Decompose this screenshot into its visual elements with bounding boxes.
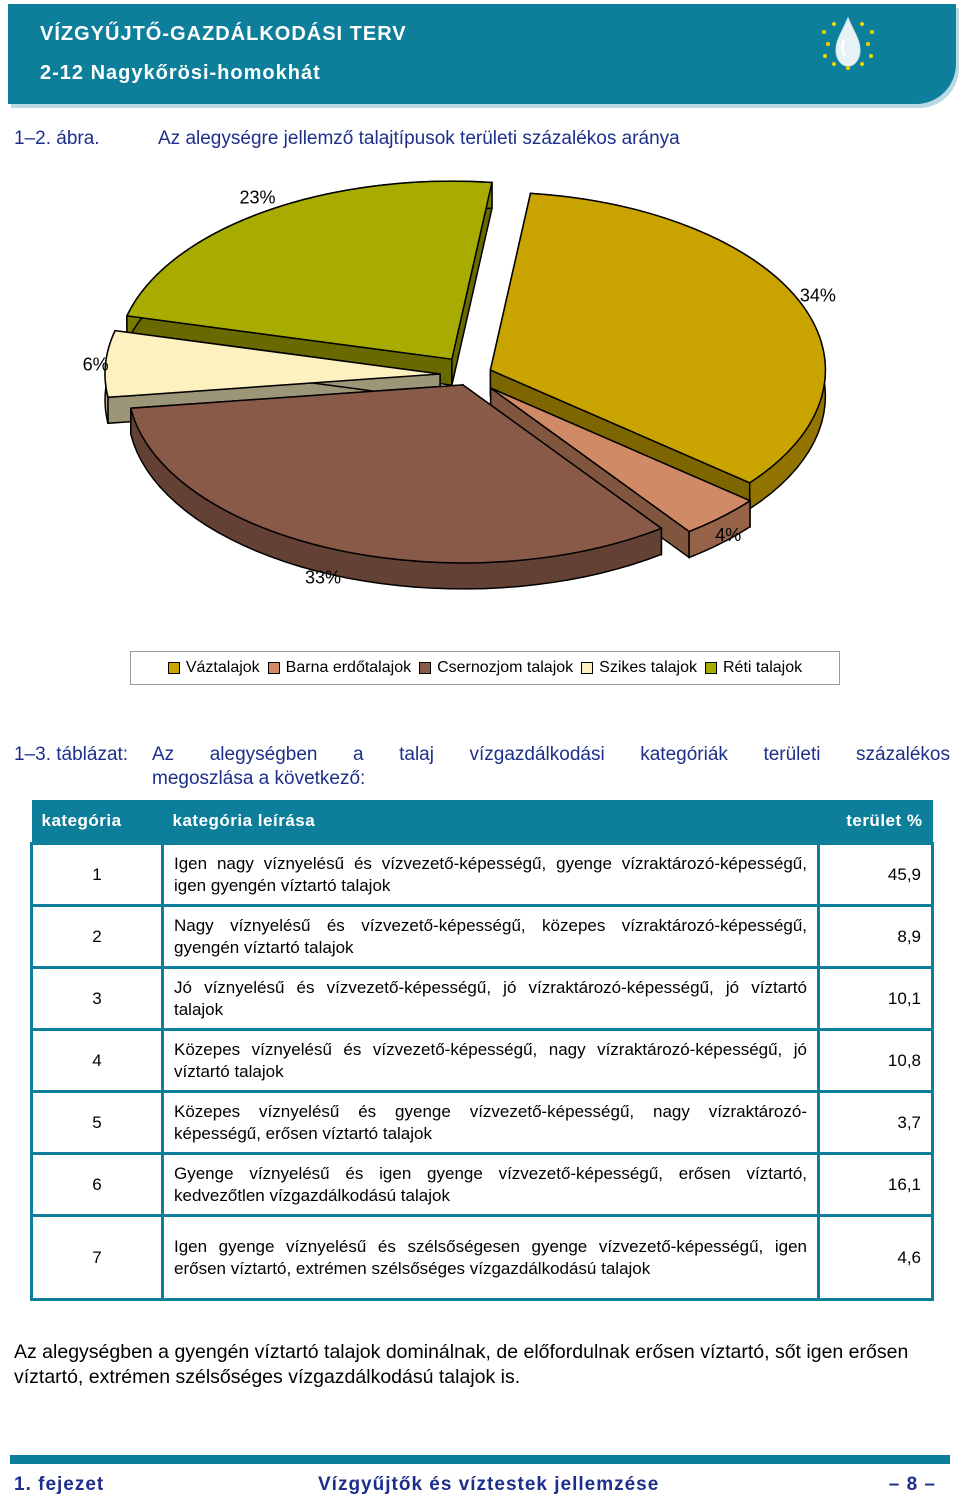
table-row — [32, 1154, 933, 1216]
pie-data-label: 23% — [239, 187, 276, 208]
figure-label: 1–2. ábra. — [14, 128, 100, 149]
pie-data-label: 34% — [799, 285, 836, 306]
row-area: 10,8 — [819, 1030, 933, 1092]
header-area: terület % — [819, 800, 933, 844]
row-description: Nagy víznyelésű és vízvezető-képességű, közepes vízraktározó-képességű, gyengén víztartó talajok — [163, 906, 819, 968]
legend-label: Réti talajok — [722, 659, 803, 676]
legend-swatch — [168, 662, 180, 674]
soil-category-table — [30, 800, 934, 1301]
legend-swatch — [581, 662, 593, 674]
legend-label: Csernozjom talajok — [437, 659, 574, 676]
row-category: 1 — [32, 844, 163, 906]
legend-label: Szikes talajok — [599, 659, 697, 676]
footer-divider — [10, 1455, 950, 1464]
table-header-row — [32, 800, 933, 844]
legend-item — [168, 659, 260, 677]
row-area: 4,6 — [819, 1216, 933, 1300]
footer-chapter-title: Vízgyűjtők és víztestek jellemzése — [318, 1474, 660, 1495]
row-category: 5 — [32, 1092, 163, 1154]
legend-item — [419, 659, 573, 677]
table-caption-line2: megoszlása a következő: — [152, 768, 366, 789]
table-row — [32, 1216, 933, 1300]
footer-chapter: 1. fejezet — [14, 1474, 105, 1495]
soil-type-pie-chart — [0, 160, 960, 640]
row-category: 3 — [32, 968, 163, 1030]
row-category: 2 — [32, 906, 163, 968]
row-description: Igen nagy víznyelésű és vízvezető-képességű, gyenge vízraktározó-képességű, igen gyengén víztartó talajok — [163, 844, 819, 906]
row-category: 4 — [32, 1030, 163, 1092]
pie-data-label: 33% — [305, 567, 342, 588]
row-area: 10,1 — [819, 968, 933, 1030]
header-description: kategória leírása — [163, 800, 819, 844]
eu-water-drop-logo-icon — [808, 10, 888, 72]
pie-data-label: 4% — [715, 525, 742, 546]
pie-data-label: 6% — [82, 354, 109, 375]
page-header — [8, 4, 956, 104]
footer-page-number: – 8 – — [888, 1474, 936, 1495]
header-title: VÍZGYŰJTŐ-GAZDÁLKODÁSI TERV — [40, 23, 407, 45]
legend-item — [581, 659, 697, 677]
row-description: Közepes víznyelésű és vízvezető-képességű, nagy vízraktározó-képességű, jó víztartó talajok — [163, 1030, 819, 1092]
row-area: 16,1 — [819, 1154, 933, 1216]
row-area: 8,9 — [819, 906, 933, 968]
legend-swatch — [268, 662, 280, 674]
table-row — [32, 906, 933, 968]
table-row — [32, 1030, 933, 1092]
legend-swatch — [419, 662, 431, 674]
legend-label: Barna erdőtalajok — [285, 659, 412, 676]
row-description: Jó víznyelésű és vízvezető-képességű, jó vízraktározó-képességű, jó víztartó talajok — [163, 968, 819, 1030]
header-category: kategória — [32, 800, 163, 844]
row-area: 45,9 — [819, 844, 933, 906]
table-caption-line1: Az alegységben a talaj vízgazdálkodási kategóriák területi százalékos — [152, 744, 950, 765]
table-row — [32, 844, 933, 906]
table-row — [32, 1092, 933, 1154]
chart-legend — [130, 651, 840, 685]
legend-item — [268, 659, 411, 677]
table-caption — [14, 744, 950, 790]
legend-item — [705, 659, 802, 677]
row-category: 6 — [32, 1154, 163, 1216]
header-subtitle: 2-12 Nagykőrösi-homokhát — [40, 62, 321, 84]
row-description: Közepes víznyelésű és gyenge vízvezető-képességű, nagy vízraktározó-képességű, erősen víztartó talajok — [163, 1092, 819, 1154]
table-row — [32, 968, 933, 1030]
row-description: Gyenge víznyelésű és igen gyenge vízvezető-képességű, erősen víztartó, kedvezőtlen vízgazdálkodású talajok — [163, 1154, 819, 1216]
legend-swatch — [705, 662, 717, 674]
legend-label: Váztalajok — [185, 659, 260, 676]
body-paragraph: Az alegységben a gyengén víztartó talajok dominálnak, de előfordulnak erősen víztartó, sőt igen erősen víztartó, extrémen szélsőséges vízgazdálkodású talajok is. — [14, 1341, 909, 1388]
row-area: 3,7 — [819, 1092, 933, 1154]
page-footer — [14, 1474, 936, 1496]
table-label: 1–3. táblázat: — [14, 744, 129, 765]
figure-title: Az alegységre jellemző talajtípusok területi százalékos aránya — [158, 128, 680, 149]
row-category: 7 — [32, 1216, 163, 1300]
row-description: Igen gyenge víznyelésű és szélsőségesen gyenge vízvezető-képességű, igen erősen víztartó, extrémen szélsőséges vízgazdálkodású talajok — [163, 1216, 819, 1300]
